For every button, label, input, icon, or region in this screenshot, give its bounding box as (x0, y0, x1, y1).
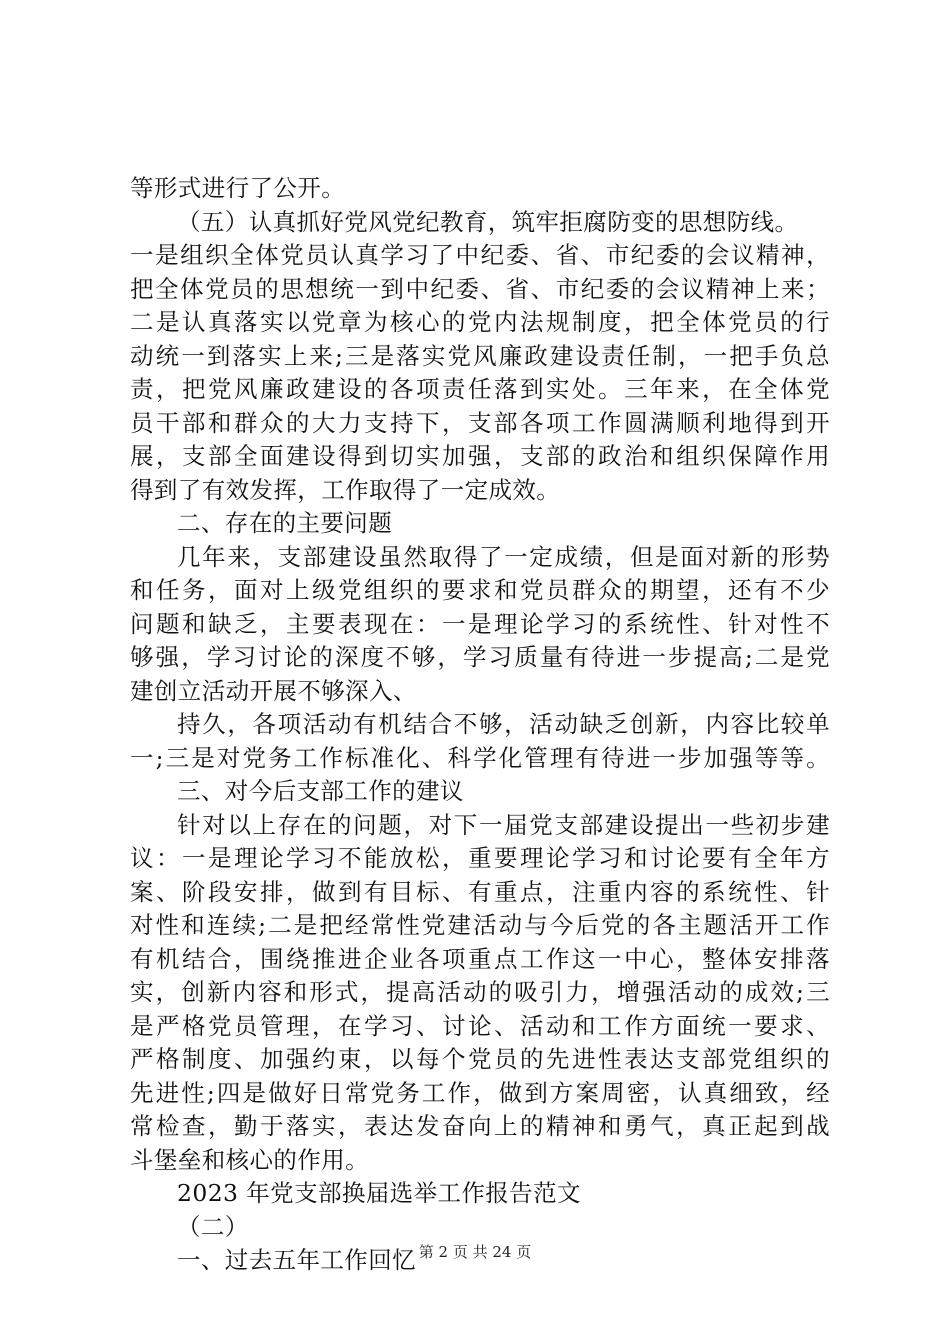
text-line: （五）认真抓好党风党纪教育，筑牢拒腐防变的思想防线。 (177, 207, 799, 236)
text-line: 和任务，面对上级党组织的要求和党员群众的期望，还有不少 (130, 576, 830, 604)
text-line: 一是组织全体党员认真学习了中纪委、省、市纪委的会议精神， (130, 241, 830, 269)
text-line: 问题和缺乏，主要表现在：一是理论学习的系统性、针对性不 (130, 609, 830, 638)
text-line: 展，支部全面建设得到切实加强，支部的政治和组织保障作用 (130, 442, 830, 470)
text-line: 针对以上存在的问题，对下一届党支部建设提出一些初步建 (177, 810, 830, 839)
text-line: 二是认真落实以党章为核心的党内法规制度，把全体党员的行 (130, 308, 830, 336)
text-line: 有机结合，围绕推进企业各项重点工作这一中心，整体安排落 (130, 944, 830, 973)
text-line: 案、阶段安排，做到有目标、有重点，注重内容的系统性、针 (130, 877, 830, 906)
text-line: 三、对今后支部工作的建议 (177, 777, 464, 805)
text-line: 一;三是对党务工作标准化、科学化管理有待进一步加强等等。 (130, 743, 830, 772)
text-line: 实，创新内容和形式，提高活动的吸引力，增强活动的成效;三 (130, 978, 830, 1006)
text-line: 2023 年党支部换届选举工作报告范文 (177, 1179, 581, 1207)
text-line: 一、过去五年工作回忆 (177, 1246, 416, 1274)
text-line: 把全体党员的思想统一到中纪委、省、市纪委的会议精神上来； (130, 274, 830, 303)
text-line: 建创立活动开展不够深入、 (130, 676, 417, 705)
text-line: 二、存在的主要问题 (177, 509, 393, 537)
text-line: 员干部和群众的大力支持下，支部各项工作圆满顺利地得到开 (130, 408, 830, 437)
text-line: 够强，学习讨论的深度不够，学习质量有待进一步提高;二是党 (130, 643, 830, 671)
text-line: 常检查，勤于落实，表达发奋向上的精神和勇气，真正起到战 (130, 1112, 830, 1140)
document-body (130, 172, 830, 1278)
text-line: 先进性;四是做好日常党务工作，做到方案周密，认真细致，经 (130, 1078, 830, 1107)
text-line: 得到了有效发挥，工作取得了一定成效。 (130, 475, 561, 504)
text-line: 几年来，支部建设虽然取得了一定成绩，但是面对新的形势 (177, 542, 830, 571)
page-number-label: 第 2 页 共 24 页 (418, 1243, 532, 1261)
text-line: 严格制度、加强约束，以每个党员的先进性表达支部党组织的 (130, 1045, 830, 1073)
text-line: 斗堡垒和核心的作用。 (130, 1145, 369, 1174)
text-line: 是严格党员管理，在学习、讨论、活动和工作方面统一要求、 (130, 1011, 830, 1040)
text-line: 议：一是理论学习不能放松，重要理论学习和讨论要有全年方 (130, 844, 830, 872)
text-line: （二） (177, 1212, 249, 1241)
text-line: 责，把党风廉政建设的各项责任落到实处。三年来，在全体党 (130, 375, 830, 403)
text-line: 动统一到落实上来;三是落实党风廉政建设责任制，一把手负总 (130, 341, 830, 370)
page-footer (0, 1242, 950, 1262)
text-line: 对性和连续;二是把经常性党建活动与今后党的各主题活开工作 (130, 911, 830, 939)
text-line: 持久，各项活动有机结合不够，活动缺乏创新，内容比较单 (177, 710, 830, 738)
text-line: 等形式进行了公开。 (130, 174, 346, 202)
